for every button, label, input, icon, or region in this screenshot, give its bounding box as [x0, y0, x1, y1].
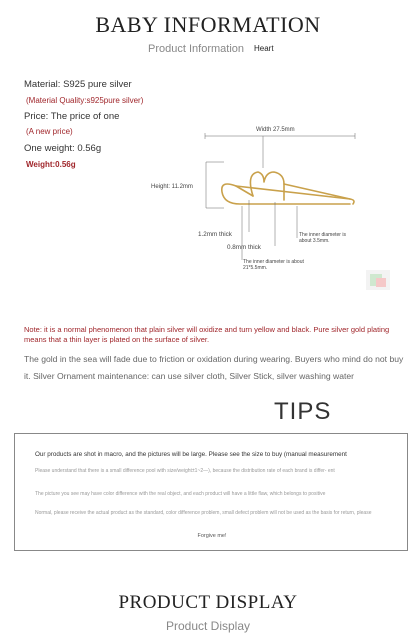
tip-item: The picture you see may have color difference with the real object, and each product will have a little flaw, which belongs to positive [35, 491, 326, 497]
inner-large-label-1: The inner diameter is about [243, 259, 304, 265]
tip-item: Normal, please receive the actual product as the standard, color difference problem, small defect problem will not be used as the basis for return, please [35, 510, 372, 516]
color-swatch [366, 270, 390, 290]
pin-heart-head [250, 172, 284, 200]
spec-one-weight: One weight: 0.56g [24, 143, 102, 154]
safety-pin-shape [222, 172, 354, 204]
inner-small-label-2: about 3.5mm. [299, 238, 330, 244]
pin-needle [236, 186, 354, 204]
display-title: PRODUCT DISPLAY [118, 592, 298, 613]
tips-sign-off: Forgive me! [197, 533, 227, 539]
inner-large-label-2: 21*5.5mm. [243, 265, 268, 271]
spec-material: Material: S925 pure silver [24, 79, 132, 90]
spec-weight: Weight:0.56g [26, 160, 76, 169]
page-subtitle: Product Information [148, 43, 244, 55]
spec-price-alt: (A new price) [26, 127, 73, 136]
page-title: BABY INFORMATION [95, 12, 321, 37]
subtitle-tag: Heart [254, 44, 274, 53]
spec-price: Price: The price of one [24, 111, 120, 122]
display-subtitle: Product Display [165, 619, 251, 633]
safety-pin-diagram [150, 120, 410, 280]
thick-1-label: 1.2mm thick [198, 231, 232, 238]
width-label: Width 27.5mm [256, 127, 295, 133]
thick-2-label: 0.8mm thick [227, 244, 261, 251]
tips-heading: TIPS [274, 398, 332, 425]
oxidize-note: Note: it is a normal phenomenon that plain silver will oxidize and turn yellow and black. Pure silver gold plating means that a thin layer is plated on the surface of silver. [24, 325, 390, 344]
inner-small-label-1: The inner diameter is [299, 232, 346, 238]
tip-item: Our products are shot in macro, and the pictures will be large. Please see the size to buy (manual measurement [35, 451, 347, 458]
maintenance-note: The gold in the sea will fade due to friction or oxidation during wearing. Buyers who mind do not buy it. Silver Ornament maintenance: can use silver cloth, Silver Stick, silver washing water [24, 354, 404, 381]
height-label: Height: 11.2mm [151, 184, 193, 190]
pin-clasp-line [284, 184, 350, 199]
tip-item: Please understand that there is a small difference pool with size/weight±1~2—), because the distribution rate of each brand is differ- ent [35, 468, 335, 474]
spec-material-quality: (Material Quality:s925pure silver) [26, 96, 144, 105]
tips-box [14, 433, 408, 551]
